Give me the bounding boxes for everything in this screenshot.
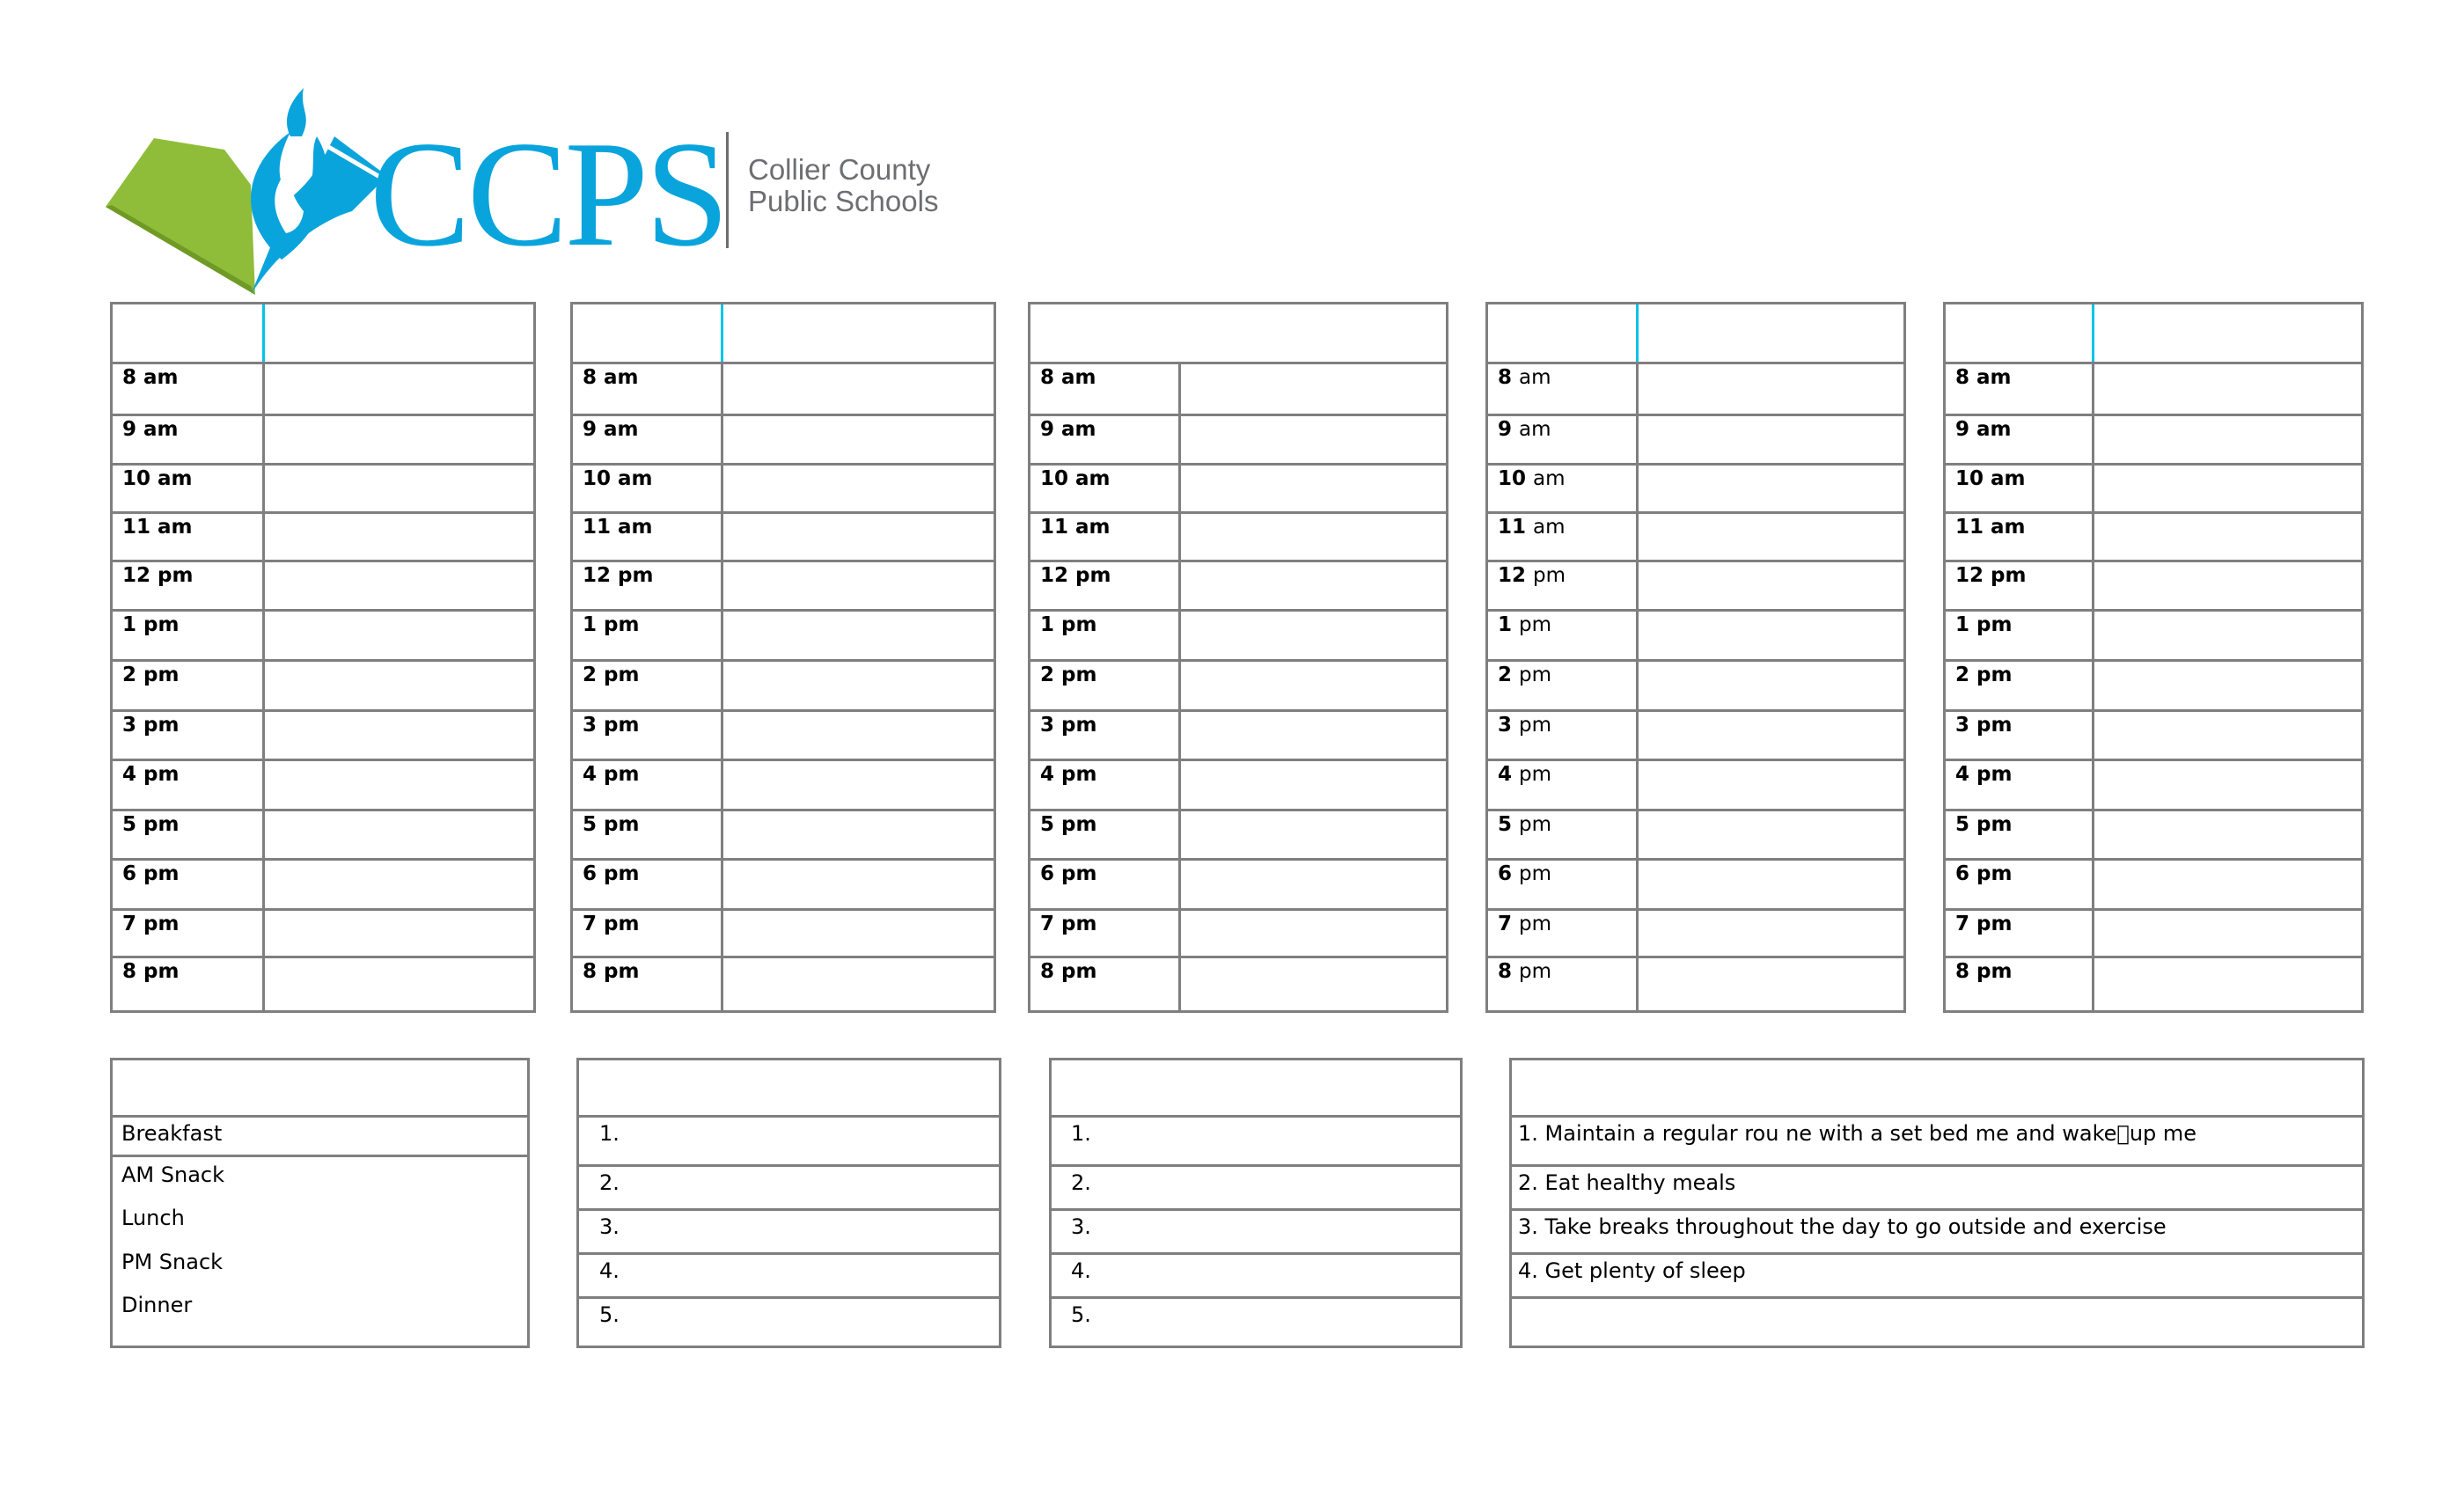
activity-cell[interactable] bbox=[1181, 811, 1446, 858]
activity-cell[interactable] bbox=[723, 911, 994, 956]
time-slot-row[interactable] bbox=[1946, 609, 2361, 659]
wellness-tip: 4. Get plenty of sleep bbox=[1518, 1258, 1746, 1283]
ccps-logo bbox=[101, 84, 946, 295]
activity-cell[interactable] bbox=[2094, 662, 2361, 709]
numbered-item[interactable]: 5. bbox=[599, 1302, 620, 1327]
activity-cell[interactable] bbox=[1181, 364, 1446, 414]
time-slot-row[interactable] bbox=[573, 414, 994, 463]
time-label: 10 am bbox=[1498, 467, 1566, 490]
time-slot-row[interactable] bbox=[1488, 463, 1903, 511]
activity-cell[interactable] bbox=[723, 861, 994, 908]
activity-cell[interactable] bbox=[1181, 416, 1446, 463]
time-slot-row[interactable] bbox=[1030, 956, 1446, 1010]
activity-cell[interactable] bbox=[2094, 958, 2361, 1010]
time-label: 5 pm bbox=[1498, 813, 1552, 836]
activity-cell[interactable] bbox=[1639, 911, 1903, 956]
time-slot-row[interactable] bbox=[113, 709, 533, 759]
time-label: 5 pm bbox=[583, 813, 640, 836]
header-cursor bbox=[1636, 304, 1639, 362]
activity-cell[interactable] bbox=[1639, 712, 1903, 759]
activity-cell[interactable] bbox=[265, 364, 533, 414]
activity-cell[interactable] bbox=[1181, 562, 1446, 609]
activity-cell[interactable] bbox=[265, 662, 533, 709]
time-label: 5 pm bbox=[1955, 813, 2013, 836]
meal-item: Breakfast bbox=[121, 1121, 223, 1146]
time-slot-row[interactable] bbox=[1946, 956, 2361, 1010]
numbered-item[interactable]: 3. bbox=[599, 1214, 620, 1239]
activity-cell[interactable] bbox=[1181, 958, 1446, 1010]
time-slot-row[interactable] bbox=[1488, 364, 1903, 414]
activity-cell[interactable] bbox=[723, 761, 994, 809]
activity-cell[interactable] bbox=[2094, 761, 2361, 809]
time-label: 1 pm bbox=[1955, 613, 2013, 636]
time-slot-row[interactable] bbox=[1946, 709, 2361, 759]
wellness-tips-box bbox=[1509, 1058, 2365, 1348]
time-slot-row[interactable] bbox=[1946, 908, 2361, 956]
activity-cell[interactable] bbox=[265, 466, 533, 511]
activity-cell[interactable] bbox=[1639, 562, 1903, 609]
activity-cell[interactable] bbox=[723, 562, 994, 609]
time-label: 6 pm bbox=[1955, 862, 2013, 885]
time-slot-row[interactable] bbox=[113, 609, 533, 659]
schedule-table-5 bbox=[1943, 302, 2364, 1013]
header-cursor bbox=[262, 304, 265, 362]
time-slot-row[interactable] bbox=[113, 560, 533, 609]
time-slot-row[interactable] bbox=[1488, 709, 1903, 759]
time-label: 8 pm bbox=[122, 960, 180, 983]
activity-cell[interactable] bbox=[2094, 712, 2361, 759]
time-slot-row[interactable] bbox=[1030, 511, 1446, 560]
time-slot-row[interactable] bbox=[1488, 956, 1903, 1010]
activity-cell[interactable] bbox=[723, 514, 994, 560]
time-slot-row[interactable] bbox=[113, 364, 533, 414]
time-slot-row[interactable] bbox=[573, 609, 994, 659]
time-label: 3 pm bbox=[1040, 714, 1097, 737]
numbered-item[interactable]: 4. bbox=[599, 1258, 620, 1283]
activity-cell[interactable] bbox=[2094, 364, 2361, 414]
header-cursor bbox=[2092, 304, 2094, 362]
time-label: 4 pm bbox=[1040, 763, 1097, 786]
time-label: 8 pm bbox=[1040, 960, 1097, 983]
time-label: 3 pm bbox=[122, 714, 180, 737]
activity-cell[interactable] bbox=[2094, 466, 2361, 511]
activity-cell[interactable] bbox=[265, 761, 533, 809]
time-slot-row[interactable] bbox=[1488, 609, 1903, 659]
numbered-item[interactable]: 5. bbox=[1071, 1302, 1091, 1327]
time-label: 12 pm bbox=[1040, 564, 1111, 587]
schedule-table-1 bbox=[110, 302, 536, 1013]
time-label: 4 pm bbox=[1498, 763, 1552, 786]
activity-cell[interactable] bbox=[265, 911, 533, 956]
schedule-table-4 bbox=[1485, 302, 1906, 1013]
time-label: 7 pm bbox=[122, 913, 180, 935]
time-label: 8 am bbox=[1040, 366, 1096, 389]
time-label: 2 pm bbox=[583, 664, 640, 686]
time-slot-row[interactable] bbox=[1030, 463, 1446, 511]
time-label: 8 pm bbox=[1498, 960, 1552, 983]
time-label: 11 am bbox=[1498, 516, 1566, 539]
time-label: 3 pm bbox=[583, 714, 640, 737]
time-slot-row[interactable] bbox=[573, 956, 994, 1010]
time-slot-row[interactable] bbox=[113, 659, 533, 709]
activity-cell[interactable] bbox=[1181, 861, 1446, 908]
time-label: 7 pm bbox=[583, 913, 640, 935]
numbered-item[interactable]: 1. bbox=[1071, 1121, 1091, 1146]
activity-cell[interactable] bbox=[2094, 861, 2361, 908]
schedule-header[interactable] bbox=[1946, 304, 2361, 364]
time-label: 8 am bbox=[122, 366, 179, 389]
time-slot-row[interactable] bbox=[1488, 511, 1903, 560]
time-label: 4 pm bbox=[1955, 763, 2013, 786]
numbered-item[interactable]: 1. bbox=[599, 1121, 620, 1146]
time-slot-row[interactable] bbox=[1030, 659, 1446, 709]
activity-cell[interactable] bbox=[1181, 514, 1446, 560]
time-label: 6 pm bbox=[122, 862, 180, 885]
time-label: 1 pm bbox=[1498, 613, 1552, 636]
wellness-tip: 3. Take breaks throughout the day to go outside and exercise bbox=[1518, 1214, 2167, 1239]
time-label: 3 pm bbox=[1498, 714, 1552, 737]
time-label: 2 pm bbox=[1498, 664, 1552, 686]
time-slot-row[interactable] bbox=[113, 809, 533, 858]
time-label: 11 am bbox=[1040, 516, 1111, 539]
activity-cell[interactable] bbox=[1181, 662, 1446, 709]
schedule-header[interactable] bbox=[1030, 304, 1446, 364]
activity-cell[interactable] bbox=[1181, 911, 1446, 956]
wordmark: CCPS bbox=[370, 111, 726, 278]
time-label: 7 pm bbox=[1955, 913, 2013, 935]
time-slot-row[interactable] bbox=[573, 809, 994, 858]
time-slot-row[interactable] bbox=[573, 759, 994, 809]
meal-item: Lunch bbox=[121, 1206, 185, 1230]
activity-cell[interactable] bbox=[1639, 466, 1903, 511]
time-label: 6 pm bbox=[1040, 862, 1097, 885]
numbered-item[interactable]: 3. bbox=[1071, 1214, 1091, 1239]
time-label: 12 pm bbox=[583, 564, 654, 587]
time-label: 6 pm bbox=[1498, 862, 1552, 885]
time-slot-row[interactable] bbox=[1488, 560, 1903, 609]
time-label: 9 am bbox=[583, 418, 639, 441]
schedule-header[interactable] bbox=[573, 304, 994, 364]
activity-cell[interactable] bbox=[723, 811, 994, 858]
activity-cell[interactable] bbox=[265, 811, 533, 858]
time-slot-row[interactable] bbox=[113, 956, 533, 1010]
activity-cell[interactable] bbox=[723, 612, 994, 659]
time-slot-row[interactable] bbox=[1030, 858, 1446, 908]
header-cursor bbox=[721, 304, 723, 362]
time-label: 10 am bbox=[1955, 467, 2026, 490]
time-label: 9 am bbox=[1040, 418, 1096, 441]
activity-cell[interactable] bbox=[1639, 861, 1903, 908]
numbered-item[interactable]: 2. bbox=[1071, 1170, 1091, 1195]
time-slot-row[interactable] bbox=[573, 511, 994, 560]
time-label: 4 pm bbox=[122, 763, 180, 786]
time-label: 6 pm bbox=[583, 862, 640, 885]
activity-cell[interactable] bbox=[265, 612, 533, 659]
meal-item: PM Snack bbox=[121, 1250, 224, 1274]
activity-cell[interactable] bbox=[2094, 514, 2361, 560]
time-label: 9 am bbox=[122, 418, 179, 441]
time-label: 10 am bbox=[122, 467, 193, 490]
time-slot-row[interactable] bbox=[573, 858, 994, 908]
time-slot-row[interactable] bbox=[1946, 511, 2361, 560]
time-label: 11 am bbox=[122, 516, 193, 539]
time-label: 12 pm bbox=[1955, 564, 2027, 587]
activity-cell[interactable] bbox=[1639, 416, 1903, 463]
logo-divider bbox=[726, 132, 729, 248]
time-label: 10 am bbox=[583, 467, 653, 490]
activity-cell[interactable] bbox=[723, 466, 994, 511]
schedule-table-3 bbox=[1028, 302, 1448, 1013]
activity-cell[interactable] bbox=[265, 514, 533, 560]
time-label: 8 am bbox=[1498, 366, 1551, 389]
activity-cell[interactable] bbox=[265, 712, 533, 759]
activity-cell[interactable] bbox=[1181, 466, 1446, 511]
meal-item: AM Snack bbox=[121, 1162, 224, 1187]
schedule-header[interactable] bbox=[1488, 304, 1903, 364]
time-label: 8 pm bbox=[583, 960, 640, 983]
wellness-tip: 2. Eat healthy meals bbox=[1518, 1170, 1736, 1195]
activity-cell[interactable] bbox=[1181, 712, 1446, 759]
time-slot-row[interactable] bbox=[113, 858, 533, 908]
time-label: 5 pm bbox=[1040, 813, 1097, 836]
activity-cell[interactable] bbox=[723, 364, 994, 414]
time-label: 8 pm bbox=[1955, 960, 2013, 983]
time-label: 5 pm bbox=[122, 813, 180, 836]
time-slot-row[interactable] bbox=[1946, 809, 2361, 858]
time-slot-row[interactable] bbox=[1030, 809, 1446, 858]
activity-cell[interactable] bbox=[2094, 562, 2361, 609]
time-slot-row[interactable] bbox=[1488, 908, 1903, 956]
activity-cell[interactable] bbox=[265, 562, 533, 609]
time-slot-row[interactable] bbox=[573, 659, 994, 709]
activity-cell[interactable] bbox=[723, 712, 994, 759]
time-label: 4 pm bbox=[583, 763, 640, 786]
activity-cell[interactable] bbox=[265, 861, 533, 908]
activity-cell[interactable] bbox=[1639, 662, 1903, 709]
time-slot-row[interactable] bbox=[113, 908, 533, 956]
time-slot-row[interactable] bbox=[1946, 364, 2361, 414]
time-label: 8 am bbox=[1955, 366, 2012, 389]
time-slot-row[interactable] bbox=[1030, 364, 1446, 414]
time-label: 1 pm bbox=[122, 613, 180, 636]
meal-item: Dinner bbox=[121, 1293, 193, 1317]
activity-cell[interactable] bbox=[1639, 612, 1903, 659]
time-slot-row[interactable] bbox=[113, 511, 533, 560]
time-slot-row[interactable] bbox=[1488, 759, 1903, 809]
schedule-header[interactable] bbox=[113, 304, 533, 364]
time-label: 8 am bbox=[583, 366, 639, 389]
time-slot-row[interactable] bbox=[113, 414, 533, 463]
activity-cell[interactable] bbox=[265, 416, 533, 463]
activity-cell[interactable] bbox=[723, 958, 994, 1010]
time-slot-row[interactable] bbox=[1488, 414, 1903, 463]
numbered-item[interactable]: 2. bbox=[599, 1170, 620, 1195]
time-label: 1 pm bbox=[1040, 613, 1097, 636]
time-label: 3 pm bbox=[1955, 714, 2013, 737]
time-slot-row[interactable] bbox=[573, 560, 994, 609]
time-label: 12 pm bbox=[122, 564, 194, 587]
time-label: 12 pm bbox=[1498, 564, 1566, 587]
time-slot-row[interactable] bbox=[1946, 414, 2361, 463]
time-slot-row[interactable] bbox=[1946, 560, 2361, 609]
activity-cell[interactable] bbox=[1639, 958, 1903, 1010]
activity-cell[interactable] bbox=[2094, 416, 2361, 463]
list-box-b bbox=[1049, 1058, 1463, 1348]
activity-cell[interactable] bbox=[265, 958, 533, 1010]
activity-cell[interactable] bbox=[1639, 364, 1903, 414]
district-line-1: Collier County bbox=[748, 153, 931, 186]
time-label: 2 pm bbox=[1040, 664, 1097, 686]
wellness-tip: 1. Maintain a regular rou ne with a set bed me and wake up me bbox=[1518, 1121, 2197, 1146]
numbered-item[interactable]: 4. bbox=[1071, 1258, 1091, 1283]
time-label: 11 am bbox=[583, 516, 653, 539]
activity-cell[interactable] bbox=[1639, 761, 1903, 809]
time-slot-row[interactable] bbox=[1946, 659, 2361, 709]
time-label: 11 am bbox=[1955, 516, 2026, 539]
time-slot-row[interactable] bbox=[1030, 609, 1446, 659]
time-slot-row[interactable] bbox=[573, 463, 994, 511]
time-slot-row[interactable] bbox=[1030, 759, 1446, 809]
activity-cell[interactable] bbox=[723, 662, 994, 709]
activity-cell[interactable] bbox=[723, 416, 994, 463]
district-name bbox=[748, 154, 938, 217]
time-slot-row[interactable] bbox=[1030, 414, 1446, 463]
activity-cell[interactable] bbox=[1639, 514, 1903, 560]
time-label: 7 pm bbox=[1498, 913, 1552, 935]
activity-cell[interactable] bbox=[1639, 811, 1903, 858]
district-line-2: Public Schools bbox=[748, 185, 939, 217]
time-label: 2 pm bbox=[1955, 664, 2013, 686]
time-slot-row[interactable] bbox=[1946, 858, 2361, 908]
activity-cell[interactable] bbox=[1181, 612, 1446, 659]
time-slot-row[interactable] bbox=[113, 463, 533, 511]
activity-cell[interactable] bbox=[2094, 911, 2361, 956]
time-slot-row[interactable] bbox=[573, 908, 994, 956]
time-slot-row[interactable] bbox=[1488, 858, 1903, 908]
time-slot-row[interactable] bbox=[1488, 659, 1903, 709]
activity-cell[interactable] bbox=[2094, 612, 2361, 659]
time-slot-row[interactable] bbox=[1946, 759, 2361, 809]
meals-box bbox=[110, 1058, 530, 1348]
time-slot-row[interactable] bbox=[1030, 560, 1446, 609]
time-label: 7 pm bbox=[1040, 913, 1097, 935]
time-label: 1 pm bbox=[583, 613, 640, 636]
time-label: 9 am bbox=[1498, 418, 1551, 441]
schedule-table-2 bbox=[570, 302, 996, 1013]
time-slot-row[interactable] bbox=[1030, 908, 1446, 956]
list-box-a bbox=[576, 1058, 1001, 1348]
time-slot-row[interactable] bbox=[573, 709, 994, 759]
time-slot-row[interactable] bbox=[113, 759, 533, 809]
time-label: 9 am bbox=[1955, 418, 2012, 441]
activity-cell[interactable] bbox=[1181, 761, 1446, 809]
time-slot-row[interactable] bbox=[1946, 463, 2361, 511]
time-label: 2 pm bbox=[122, 664, 180, 686]
time-slot-row[interactable] bbox=[573, 364, 994, 414]
activity-cell[interactable] bbox=[2094, 811, 2361, 858]
time-slot-row[interactable] bbox=[1488, 809, 1903, 858]
time-slot-row[interactable] bbox=[1030, 709, 1446, 759]
time-label: 10 am bbox=[1040, 467, 1111, 490]
